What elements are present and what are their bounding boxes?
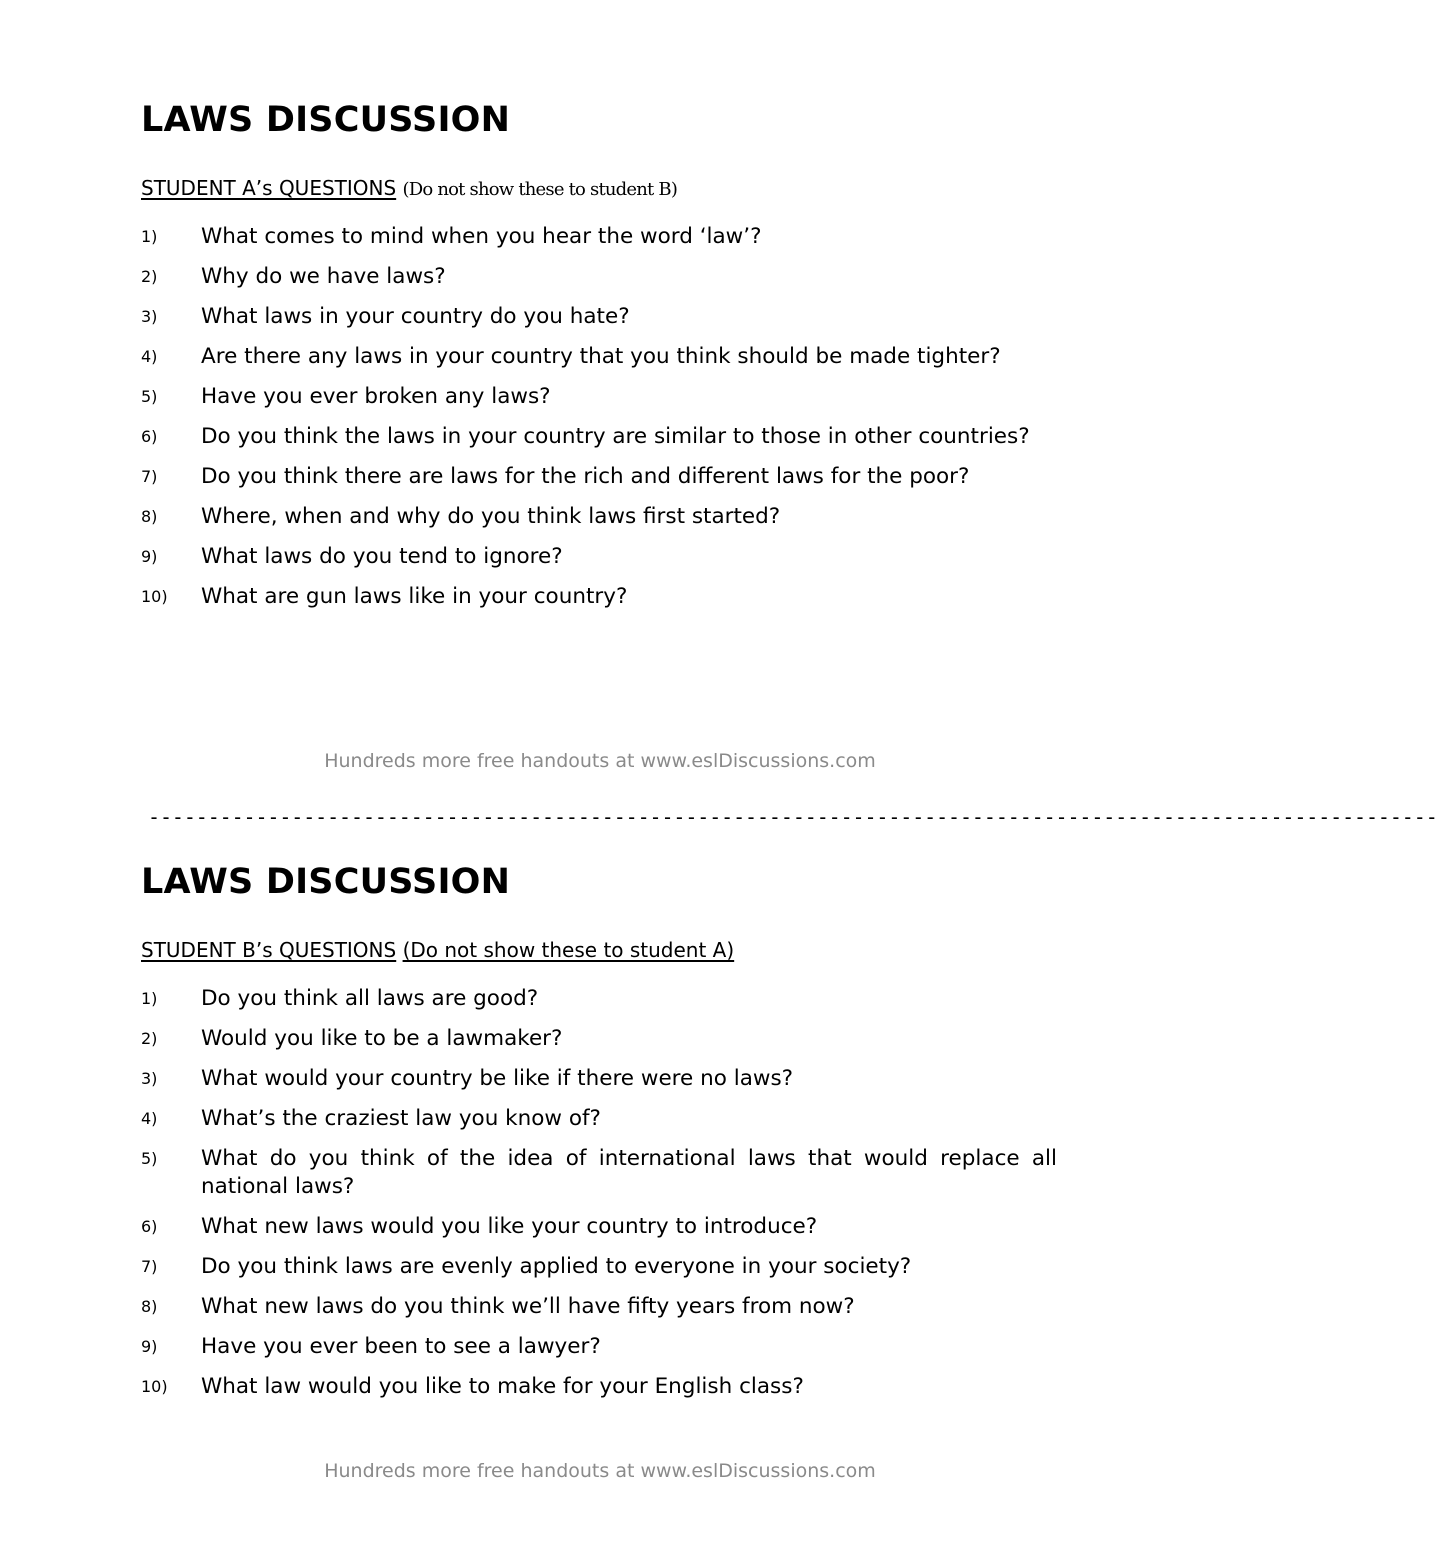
question-text: What law would you like to make for your English class? <box>201 1374 804 1399</box>
cut-line-divider: ------------------------------------------------------------------------------------------------------------ <box>148 805 1438 829</box>
question-text: Do you think laws are evenly applied to everyone in your society? <box>201 1254 912 1279</box>
question-number: 7) <box>141 467 158 486</box>
question-text: What new laws would you like your country to introduce? <box>201 1214 818 1239</box>
question-item <box>141 303 1057 331</box>
question-number: 4) <box>141 1109 158 1128</box>
footer-link-text: Hundreds more free handouts at www.eslDiscussions.com <box>324 1460 876 1482</box>
question-item <box>141 343 1057 371</box>
question-item <box>141 1333 1057 1361</box>
question-number: 9) <box>141 1337 158 1356</box>
question-number: 6) <box>141 427 158 446</box>
question-number: 8) <box>141 507 158 526</box>
question-text: What do you think of the idea of international laws that would replace all national laws? <box>201 1146 1057 1199</box>
question-text: What would your country be like if there were no laws? <box>201 1066 794 1091</box>
question-number: 2) <box>141 1029 158 1048</box>
question-number: 7) <box>141 1257 158 1276</box>
question-item <box>141 1065 1057 1093</box>
question-item <box>141 383 1057 411</box>
question-text: Do you think there are laws for the rich and different laws for the poor? <box>201 464 970 489</box>
footer-link-text: Hundreds more free handouts at www.eslDiscussions.com <box>324 750 876 772</box>
question-text: Have you ever been to see a lawyer? <box>201 1334 601 1359</box>
question-item <box>141 463 1057 491</box>
question-item <box>141 985 1057 1013</box>
student-a-section <box>141 96 1057 623</box>
subtitle-note: (Do not show these to student B) <box>402 179 678 200</box>
page-title: LAWS DISCUSSION <box>141 100 511 140</box>
question-item <box>141 503 1057 531</box>
question-item <box>141 1105 1057 1133</box>
question-item <box>141 1373 1057 1401</box>
question-text: Have you ever broken any laws? <box>201 384 551 409</box>
question-list <box>141 223 1057 611</box>
question-number: 2) <box>141 267 158 286</box>
question-item <box>141 583 1057 611</box>
subtitle-label: STUDENT B’s QUESTIONS <box>141 938 397 962</box>
section-subtitle <box>141 936 1057 964</box>
question-item <box>141 543 1057 571</box>
question-text: What are gun laws like in your country? <box>201 584 628 609</box>
question-number: 9) <box>141 547 158 566</box>
question-text: What laws in your country do you hate? <box>201 304 630 329</box>
question-text: Where, when and why do you think laws first started? <box>201 504 781 529</box>
question-item <box>141 1025 1057 1053</box>
question-item <box>141 263 1057 291</box>
question-text: What’s the craziest law you know of? <box>201 1106 601 1131</box>
question-number: 1) <box>141 989 158 1008</box>
question-text: Do you think all laws are good? <box>201 986 539 1011</box>
question-number: 4) <box>141 347 158 366</box>
question-number: 10) <box>141 587 168 606</box>
page-title: LAWS DISCUSSION <box>141 862 511 902</box>
question-text: What laws do you tend to ignore? <box>201 544 563 569</box>
question-list <box>141 985 1057 1401</box>
question-text: What new laws do you think we’ll have fifty years from now? <box>201 1294 855 1319</box>
question-number: 3) <box>141 1069 158 1088</box>
question-item <box>141 1145 1057 1201</box>
subtitle-note: (Do not show these to student A) <box>402 938 735 962</box>
subtitle-label: STUDENT A’s QUESTIONS <box>141 176 397 200</box>
question-number: 8) <box>141 1297 158 1316</box>
question-text: Are there any laws in your country that you think should be made tighter? <box>201 344 1001 369</box>
section-subtitle <box>141 174 1057 202</box>
question-number: 6) <box>141 1217 158 1236</box>
question-text: Would you like to be a lawmaker? <box>201 1026 563 1051</box>
question-number: 5) <box>141 1149 158 1168</box>
question-text: Why do we have laws? <box>201 264 446 289</box>
question-text: Do you think the laws in your country are similar to those in other countries? <box>201 424 1030 449</box>
question-text: What comes to mind when you hear the word ‘law’? <box>201 224 762 249</box>
question-number: 10) <box>141 1377 168 1396</box>
question-item <box>141 1213 1057 1241</box>
question-item <box>141 223 1057 251</box>
question-number: 1) <box>141 227 158 246</box>
question-number: 3) <box>141 307 158 326</box>
question-item <box>141 423 1057 451</box>
question-item <box>141 1253 1057 1281</box>
question-item <box>141 1293 1057 1321</box>
student-b-section <box>141 858 1057 1413</box>
question-number: 5) <box>141 387 158 406</box>
